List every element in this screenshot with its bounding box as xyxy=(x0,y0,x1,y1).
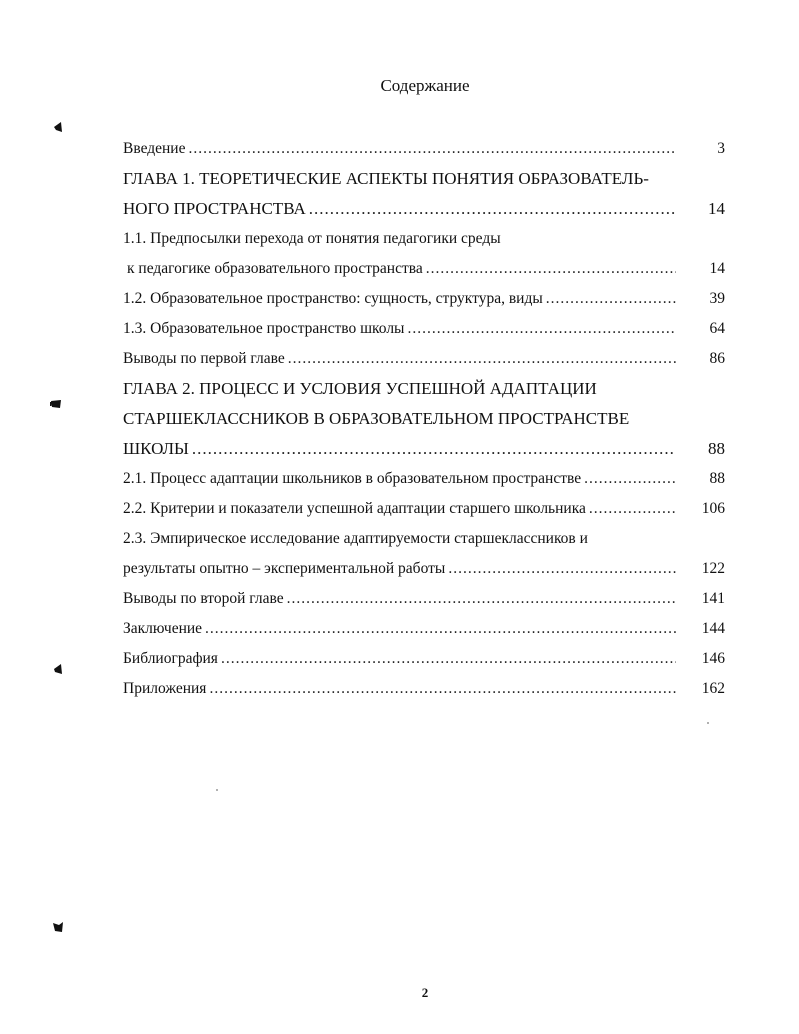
toc-entry-label: Приложения xyxy=(123,680,207,697)
toc-chapter1-line1: ГЛАВА 1. ТЕОРЕТИЧЕСКИЕ АСПЕКТЫ ПОНЯТИЯ ОБРАЗОВАТЕЛЬ- xyxy=(123,169,649,188)
scan-speck xyxy=(216,789,218,791)
toc-entry-page: 122 xyxy=(701,560,725,577)
toc-leader-dots xyxy=(546,284,676,314)
toc-entry-conclusions2 xyxy=(123,584,725,614)
toc-leader-dots xyxy=(192,434,676,464)
toc-entry-page: 162 xyxy=(701,680,725,697)
toc-entry-page: 141 xyxy=(701,590,725,607)
toc-entry-page: 144 xyxy=(701,620,725,637)
toc-chapter2-line1: ГЛАВА 2. ПРОЦЕСС И УСЛОВИЯ УСПЕШНОЙ АДАПТАЦИИ xyxy=(123,379,597,398)
toc-entry-conclusion xyxy=(123,614,725,644)
page-title: Содержание xyxy=(380,76,470,95)
toc-chapter2-line2: СТАРШЕКЛАССНИКОВ В ОБРАЗОВАТЕЛЬНОМ ПРОСТРАНСТВЕ xyxy=(123,409,630,428)
toc-entry-s1-3 xyxy=(123,314,725,344)
punch-hole-mark-icon xyxy=(50,398,62,410)
toc-leader-dots xyxy=(221,644,676,674)
toc-entry-page: 146 xyxy=(701,650,725,667)
toc-leader-dots xyxy=(209,674,676,704)
toc-entry-page: 88 xyxy=(709,470,725,487)
toc-entry-page: 14 xyxy=(708,199,725,218)
toc-leader-dots xyxy=(288,344,676,374)
toc-entry-label: 2.1. Процесс адаптации школьников в образовательном пространстве xyxy=(123,470,582,487)
toc-leader-dots xyxy=(589,494,676,524)
punch-hole-mark-icon xyxy=(52,921,64,933)
toc-entry-chapter2 xyxy=(123,434,725,464)
toc-entry-label: Заключение xyxy=(123,620,203,637)
toc-entry-page: 14 xyxy=(709,260,725,277)
scan-speck xyxy=(707,722,709,724)
toc-entry-page: 86 xyxy=(709,350,725,367)
toc-entry-label: Библиография xyxy=(123,650,218,667)
toc-entry-label: 1.2. Образовательное пространство: сущность, структура, виды xyxy=(123,290,543,307)
toc-s2-3-line1: 2.3. Эмпирическое исследование адаптируемости старшеклассников и xyxy=(123,530,588,547)
toc-s1-1-line1: 1.1. Предпосылки перехода от понятия педагогики среды xyxy=(123,230,501,247)
punch-hole-mark-icon xyxy=(52,663,64,675)
toc-entry-label: Выводы по второй главе xyxy=(123,590,284,607)
toc-entry-page: 39 xyxy=(709,290,725,307)
page-number: 2 xyxy=(421,985,429,1000)
toc-entry-s2-2 xyxy=(123,494,725,524)
toc-entry-s1-2 xyxy=(123,284,725,314)
toc-entry-s1-1 xyxy=(123,254,725,284)
toc-entry-conclusions1 xyxy=(123,344,725,374)
toc-entry-label: Введение xyxy=(123,140,186,157)
toc-entry-label: 2.2. Критерии и показатели успешной адаптации старшего школьника xyxy=(123,500,586,517)
toc-entry-label: ШКОЛЫ xyxy=(123,439,189,458)
toc-leader-dots xyxy=(188,134,676,164)
toc-leader-dots xyxy=(309,194,676,224)
toc-entry-label: результаты опытно – экспериментальной работы xyxy=(123,560,446,577)
toc-entry-appendices xyxy=(123,674,725,704)
toc-entry-bibliography xyxy=(123,644,725,674)
table-of-contents xyxy=(123,134,725,704)
toc-leader-dots xyxy=(426,254,676,284)
toc-leader-dots xyxy=(448,554,676,584)
toc-entry-page: 106 xyxy=(701,500,725,517)
toc-entry-intro xyxy=(123,134,725,164)
toc-entry-page: 88 xyxy=(708,439,725,458)
toc-entry-s2-3 xyxy=(123,554,725,584)
toc-entry-label: 1.3. Образовательное пространство школы xyxy=(123,320,405,337)
toc-leader-dots xyxy=(584,464,676,494)
toc-entry-s2-1 xyxy=(123,464,725,494)
toc-entry-chapter1 xyxy=(123,194,725,224)
toc-entry-page: 3 xyxy=(717,140,725,157)
punch-hole-mark-icon xyxy=(52,121,64,133)
toc-leader-dots xyxy=(287,584,676,614)
toc-leader-dots xyxy=(407,314,676,344)
toc-entry-page: 64 xyxy=(709,320,725,337)
toc-entry-label: к педагогике образовательного пространства xyxy=(127,260,423,277)
toc-entry-label: НОГО ПРОСТРАНСТВА xyxy=(123,199,306,218)
toc-entry-label: Выводы по первой главе xyxy=(123,350,285,367)
toc-leader-dots xyxy=(205,614,676,644)
